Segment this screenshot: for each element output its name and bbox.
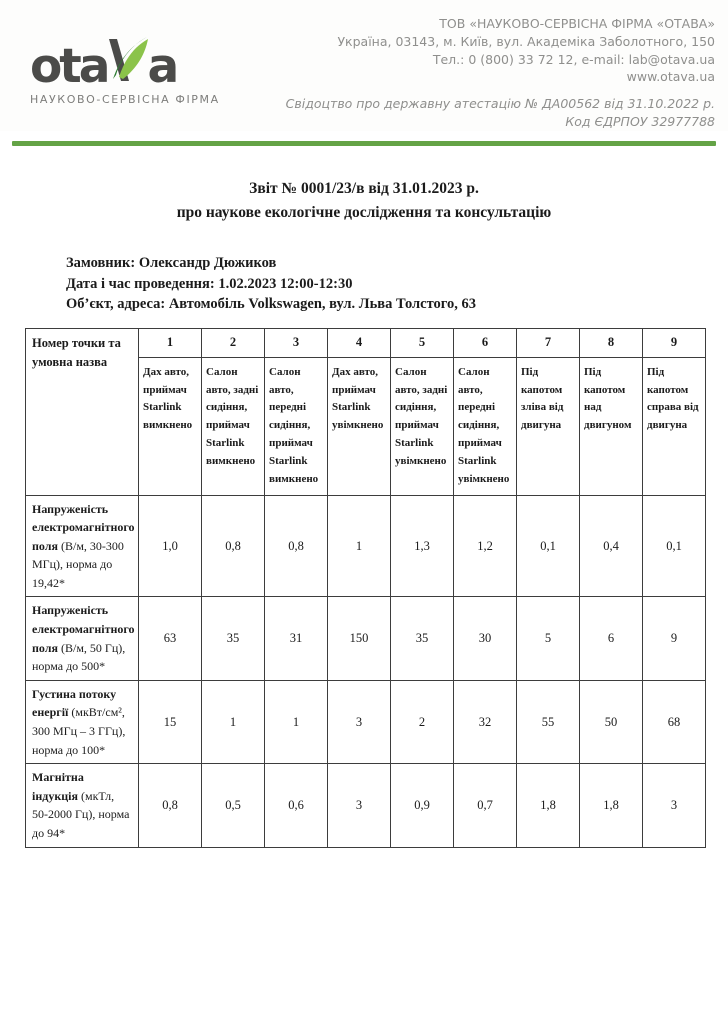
- logo-text-right: a: [147, 38, 177, 94]
- company-website: www.otava.ua: [626, 69, 715, 85]
- report-title-line2: про наукове екологічне дослідження та консультацію: [176, 204, 552, 222]
- value-cell: 0,6: [265, 764, 328, 847]
- table-row-magnetic-induction: [26, 764, 706, 847]
- value-cell: 55: [517, 680, 580, 763]
- report-title-line1: Звіт № 0001/23/в від 31.01.2023 р.: [249, 179, 479, 197]
- value-cell: 35: [202, 597, 265, 680]
- point-number-cell: 5: [391, 328, 454, 357]
- value-cell: 3: [328, 680, 391, 763]
- value-cell: 0,4: [580, 495, 643, 597]
- edrpou-code: Код ЄДРПОУ 32977788: [565, 113, 715, 129]
- value-cell: 0,1: [517, 495, 580, 597]
- company-logo: [30, 13, 220, 106]
- corner-header-cell: Номер точки та умовна назва: [26, 328, 139, 495]
- value-cell: 32: [454, 680, 517, 763]
- object-address-line: Об’єкт, адреса: Автомобіль Volkswagen, вул. Льва Толстого, 63: [66, 296, 477, 313]
- value-cell: 5: [517, 597, 580, 680]
- value-cell: 9: [643, 597, 706, 680]
- point-number-cell: 4: [328, 328, 391, 357]
- metric-label-cell: [26, 495, 139, 597]
- certificate-line: Свідоцтво про державну атестацію № ДА00562 від 31.10.2022 р.: [285, 96, 715, 111]
- value-cell: 2: [391, 680, 454, 763]
- value-cell: 0,9: [391, 764, 454, 847]
- value-cell: 63: [139, 597, 202, 680]
- datetime-line: Дата і час проведення: 1.02.2023 12:00-12:30: [66, 275, 353, 292]
- metric-label-cell: [26, 597, 139, 680]
- value-cell: 0,8: [202, 495, 265, 597]
- metric-name: Густина потоку енергії: [32, 686, 117, 720]
- value-cell: 15: [139, 680, 202, 763]
- logo-tagline: НАУКОВО-СЕРВІСНА ФІРМА: [30, 93, 220, 106]
- metric-label-cell: [26, 764, 139, 847]
- point-number-cell: 7: [517, 328, 580, 357]
- value-cell: 1: [265, 680, 328, 763]
- report-title: [0, 177, 728, 227]
- metric-units-norm: (мкВт/см², 300 МГц – 3 ГГц), норма до 100*: [32, 705, 126, 757]
- metric-label-cell: [26, 680, 139, 763]
- company-address: Україна, 03143, м. Київ, вул. Академіка Заболотного, 150: [337, 33, 715, 49]
- metric-units-norm: (В/м, 50 Гц), норма до 500*: [32, 640, 126, 674]
- table-row-point-numbers: [26, 328, 706, 357]
- value-cell: 1: [202, 680, 265, 763]
- point-location-cell: Під капотом над двигуном: [580, 357, 643, 495]
- point-location-cell: Дах авто, приймач Starlink вимкнено: [139, 357, 202, 495]
- value-cell: 1,0: [139, 495, 202, 597]
- point-location-cell: Салон авто, задні сидіння, приймач Starlink увімкнено: [391, 357, 454, 495]
- table-row-energy-flux-density: [26, 680, 706, 763]
- value-cell: 0,8: [265, 495, 328, 597]
- company-phone-email: Тел.: 0 (800) 33 72 12, e-mail: lab@otava.ua: [432, 51, 715, 67]
- metric-units-norm: (В/м, 30-300 МГц), норма до 19,42*: [32, 538, 124, 590]
- value-cell: 30: [454, 597, 517, 680]
- metric-name: Напруженість електромагнітного поля: [32, 501, 135, 553]
- measurements-table: [25, 328, 706, 848]
- value-cell: 150: [328, 597, 391, 680]
- point-number-cell: 9: [643, 328, 706, 357]
- point-location-cell: Салон авто, задні сидіння, приймач Starlink вимкнено: [202, 357, 265, 495]
- letterhead: [0, 0, 728, 131]
- point-number-cell: 8: [580, 328, 643, 357]
- value-cell: 1,3: [391, 495, 454, 597]
- value-cell: 3: [643, 764, 706, 847]
- value-cell: 1: [328, 495, 391, 597]
- customer-line: Замовник: Олександр Дюжиков: [66, 255, 277, 272]
- company-name: ТОВ «НАУКОВО-СЕРВІСНА ФІРМА «ОТАВА»: [439, 16, 715, 31]
- report-info: [66, 253, 728, 315]
- table-row-em-field-30-300: [26, 495, 706, 597]
- metric-name: Магнітна індукція: [32, 770, 84, 803]
- point-number-cell: 2: [202, 328, 265, 357]
- point-number-cell: 1: [139, 328, 202, 357]
- value-cell: 6: [580, 597, 643, 680]
- metric-name: Напруженість електромагнітного поля: [32, 603, 135, 655]
- value-cell: 0,7: [454, 764, 517, 847]
- point-location-cell: Салон авто, передні сидіння, приймач Starlink вимкнено: [265, 357, 328, 495]
- point-location-cell: Під капотом зліва від двигуна: [517, 357, 580, 495]
- point-number-cell: 6: [454, 328, 517, 357]
- value-cell: 50: [580, 680, 643, 763]
- point-location-cell: Салон авто, передні сидіння, приймач Starlink увімкнено: [454, 357, 517, 495]
- value-cell: 1,8: [580, 764, 643, 847]
- value-cell: 0,5: [202, 764, 265, 847]
- value-cell: 0,8: [139, 764, 202, 847]
- metric-units-norm: (мкТл, 50-2000 Гц), норма до 94*: [32, 788, 130, 841]
- table-row-em-field-50hz: [26, 597, 706, 680]
- header-divider: [12, 141, 716, 146]
- contact-block: [286, 13, 715, 131]
- value-cell: 31: [265, 597, 328, 680]
- value-cell: 68: [643, 680, 706, 763]
- point-location-cell: Під капотом справа від двигуна: [643, 357, 706, 495]
- leaf-logo-icon: [103, 35, 149, 88]
- value-cell: 1,8: [517, 764, 580, 847]
- point-number-cell: 3: [265, 328, 328, 357]
- logo-text-left: ota: [30, 38, 108, 94]
- value-cell: 0,1: [643, 495, 706, 597]
- value-cell: 3: [328, 764, 391, 847]
- point-location-cell: Дах авто, приймач Starlink увімкнено: [328, 357, 391, 495]
- value-cell: 35: [391, 597, 454, 680]
- value-cell: 1,2: [454, 495, 517, 597]
